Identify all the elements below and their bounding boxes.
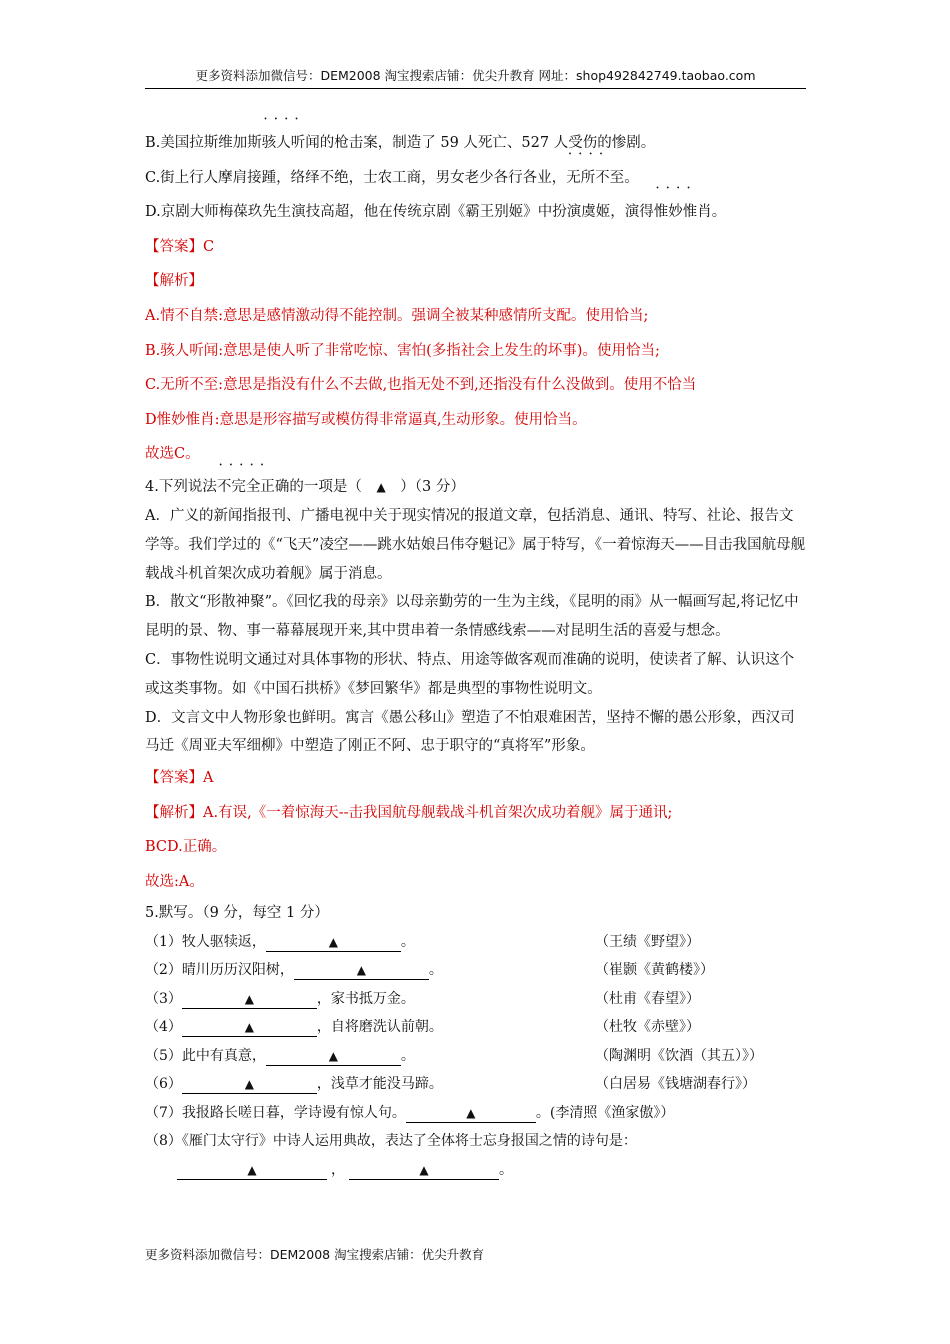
fill-in-blank[interactable]: ▲ (177, 1161, 327, 1180)
q4-stem: 4.下列说法••••• 不完全正确的一项是（ ▲ ）（3 分） (145, 472, 807, 502)
q3-option-d: D.京剧大师梅葆玖先生演技高超，他在传统京剧《霸王别姬》中扮演虞姬，演得•••• 惟妙惟肖。 (145, 195, 807, 230)
fill-in-blank[interactable]: ▲ (182, 1075, 317, 1094)
poem-source: （王绩《野望》） (595, 933, 700, 950)
recitation-item: （7）我报路长嗟日暮，学诗谩有惊人句。 ▲ 。(李清照《渔家傲》） (145, 1104, 675, 1121)
fill-in-blank[interactable]: ▲ (182, 990, 317, 1009)
q3-option-b: B.美国拉斯维加斯•••• 骇人听闻的枪击案，制造了 59 人死亡、527 人受伤的惨剧。 (145, 126, 807, 161)
q4-answer: 【答案】A (145, 770, 214, 787)
q3-answer: 【答案】C (145, 238, 215, 255)
q3-analysis-line: D惟妙惟肖:意思是形容描写或模仿得非常逼真,生动形象。使用恰当。 (145, 411, 587, 428)
q4-option-d: D．文言文中人物形象也鲜明。寓言《愚公移山》塑造了不怕艰难困苦，坚持不懈的愚公形象，西汉司马迁《周亚夫军细柳》中塑造了刚正不阿、忠于职守的“真将军”形象。 (145, 709, 795, 755)
q4-analysis-bcd: BCD.正确。 (145, 839, 227, 856)
poem-source: （陶渊明《饮酒（其五）》） (595, 1047, 763, 1064)
recitation-item-8-blanks: ▲ ， ▲ 。 (145, 1156, 807, 1185)
answer-blank-marker: ▲ (376, 479, 386, 494)
recitation-item: （6） ▲ ，浅草才能没马蹄。 （白居易《钱塘湖春行》） (145, 1070, 807, 1099)
q5-stem: 5.默写。（9 分，每空 1 分） (145, 905, 329, 922)
recitation-item: （5）此中有真意， ▲ 。 （陶渊明《饮酒（其五）》） (145, 1042, 807, 1071)
recitation-item: （8）《雁门太守行》中诗人运用典故，表达了全体将士忘身报国之情的诗句是： (145, 1133, 637, 1150)
recitation-item: （3） ▲ ，家书抵万金。 （杜甫《春望》） (145, 985, 807, 1014)
q4-option-a: A．广义的新闻指报刊、广播电视中关于现实情况的报道文章，包括消息、通讯、特写、社论、报告文学等。我们学过的《“飞天”凌空——跳水姑娘吕伟夺魁记》属于特写，《一着惊海天——目击我国航母舰载战斗机首架次成功着舰》属于消息。 (145, 507, 806, 582)
poem-source: （崔颢《黄鹤楼》） (595, 962, 714, 979)
poem-source: （杜甫《春望》） (595, 990, 700, 1007)
page-header: 更多资料添加微信号：DEM2008 淘宝搜索店铺：优尖升教育 网址：shop492842749.taobao.com (145, 67, 806, 89)
q3-analysis-line: C.无所不至:意思是指没有什么不去做,也指无处不到,还指没有什么没做到。使用不恰当 (145, 377, 697, 394)
recitation-item: （1）牧人驱犊返， ▲ 。 （王绩《野望》） (145, 928, 807, 957)
q3-conclusion: 故选C。 (145, 446, 200, 463)
emphasis-dotted-phrase: •••• 惟妙惟肖 (654, 195, 712, 230)
fill-in-blank[interactable]: ▲ (294, 961, 429, 980)
q3-option-c: C.街上行人摩肩接踵，络绎不绝，士农工商，男女老少各行各业，•••• 无所不至。 (145, 161, 807, 196)
fill-in-blank[interactable]: ▲ (182, 1018, 317, 1037)
emphasis-dotted-phrase: ••••• 不完全正确 (217, 472, 290, 502)
q3-analysis-title: 【解析】 (145, 273, 203, 290)
q4-option-c: C．事物性说明文通过对具体事物的形状、特点、用途等做客观而准确的说明，使读者了解、认识这个或这类事物。如《中国石拱桥》《梦回繁华》都是典型的事物性说明文。 (145, 651, 795, 697)
fill-in-blank[interactable]: ▲ (349, 1161, 499, 1180)
page-footer: 更多资料添加微信号：DEM2008 淘宝搜索店铺：优尖升教育 (145, 1247, 485, 1262)
q4-option-b: B．散文“形散神聚”。《回忆我的母亲》以母亲勤劳的一生为主线，《昆明的雨》从一幅画写起,将记忆中昆明的景、物、事一幕幕展现开来,其中贯串着一条情感线索——对昆明生活的喜爱与想念。 (145, 594, 799, 640)
page-content (145, 126, 807, 1184)
fill-in-blank[interactable]: ▲ (406, 1104, 536, 1123)
emphasis-dotted-phrase: •••• 骇人听闻 (262, 126, 320, 161)
poem-source: (李清照《渔家傲》） (549, 1104, 675, 1121)
fill-in-blank[interactable]: ▲ (266, 933, 401, 952)
recitation-item: （4） ▲ ，自将磨洗认前朝。 （杜牧《赤壁》） (145, 1013, 807, 1042)
poem-source: （杜牧《赤壁》） (595, 1019, 700, 1036)
fill-in-blank[interactable]: ▲ (266, 1047, 401, 1066)
q3-analysis-line: A.情不自禁:意思是感情激动得不能控制。强调全被某种感情所支配。使用恰当; (145, 307, 649, 324)
q4-analysis: 【解析】A.有误,《一着惊海天--击我国航母舰载战斗机首架次成功着舰》属于通讯; (145, 804, 673, 821)
recitation-item: （2）晴川历历汉阳树， ▲ 。 （崔颢《黄鹤楼》） (145, 956, 807, 985)
q4-conclusion: 故选:A。 (145, 873, 204, 890)
emphasis-dotted-phrase: •••• 无所不至 (566, 161, 624, 196)
q3-analysis-line: B.骇人听闻:意思是使人听了非常吃惊、害怕(多指社会上发生的坏事)。使用恰当; (145, 342, 660, 359)
poem-source: （白居易《钱塘湖春行》） (595, 1076, 756, 1093)
